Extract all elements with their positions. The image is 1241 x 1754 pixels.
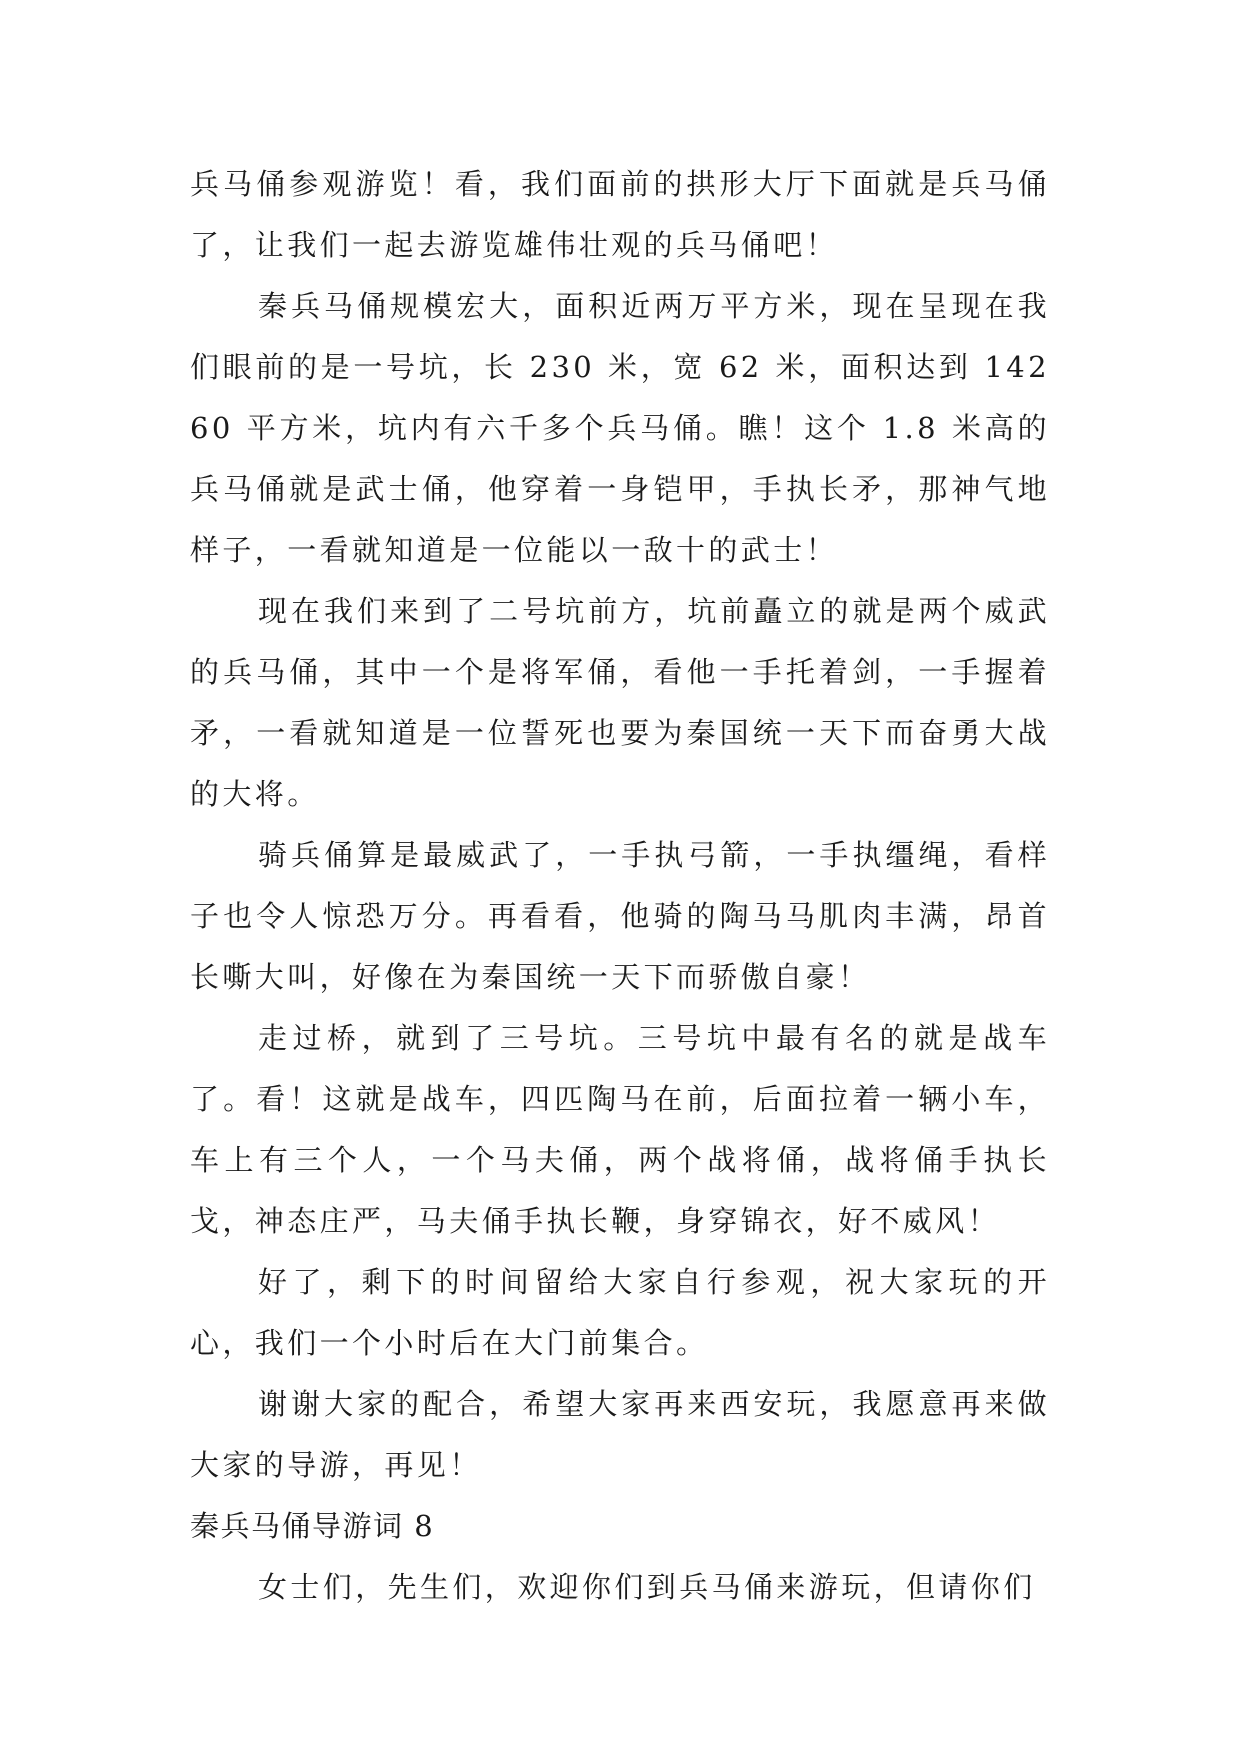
document-page <box>190 154 1050 1618</box>
paragraph-cavalry: 骑兵俑算是最威武了，一手执弓箭，一手执缰绳，看样子也令人惊恐万分。再看看，他骑的陶马马肌肉丰满，昂首长嘶大叫，好像在为秦国统一天下而骄傲自豪！ <box>190 838 1050 994</box>
paragraph-free-time: 好了，剩下的时间留给大家自行参观，祝大家玩的开心，我们一个小时后在大门前集合。 <box>190 1265 1050 1360</box>
paragraph-pit-two: 现在我们来到了二号坑前方，坑前矗立的就是两个威武的兵马俑，其中一个是将军俑，看他一手托着剑，一手握着矛，一看就知道是一位誓死也要为秦国统一天下而奋勇大战的大将。 <box>190 594 1050 811</box>
paragraph-pit-one: 秦兵马俑规模宏大，面积近两万平方米，现在呈现在我们眼前的是一号坑，长 230 米，宽 62 米，面积达到 14260 平方米，坑内有六千多个兵马俑。瞧！这个 1.8 米高的兵马俑就是武士俑，他穿着一身铠甲，手执长矛，那神气地样子，一看就知道是一位能以一敌十的武士！ <box>190 289 1050 567</box>
paragraph-continuation: 兵马俑参观游览！看，我们面前的拱形大厅下面就是兵马俑了，让我们一起去游览雄伟壮观的兵马俑吧！ <box>190 167 1050 262</box>
paragraph-welcome: 女士们，先生们，欢迎你们到兵马俑来游玩，但请你们 <box>258 1570 1036 1604</box>
paragraph-farewell: 谢谢大家的配合，希望大家再来西安玩，我愿意再来做大家的导游，再见！ <box>190 1387 1050 1482</box>
paragraph-pit-three: 走过桥，就到了三号坑。三号坑中最有名的就是战车了。看！这就是战车，四匹陶马在前，后面拉着一辆小车，车上有三个人，一个马夫俑，两个战将俑，战将俑手执长戈，神态庄严，马夫俑手执长鞭，身穿锦衣，好不威风！ <box>190 1021 1050 1238</box>
section-heading: 秦兵马俑导游词 8 <box>190 1509 435 1543</box>
